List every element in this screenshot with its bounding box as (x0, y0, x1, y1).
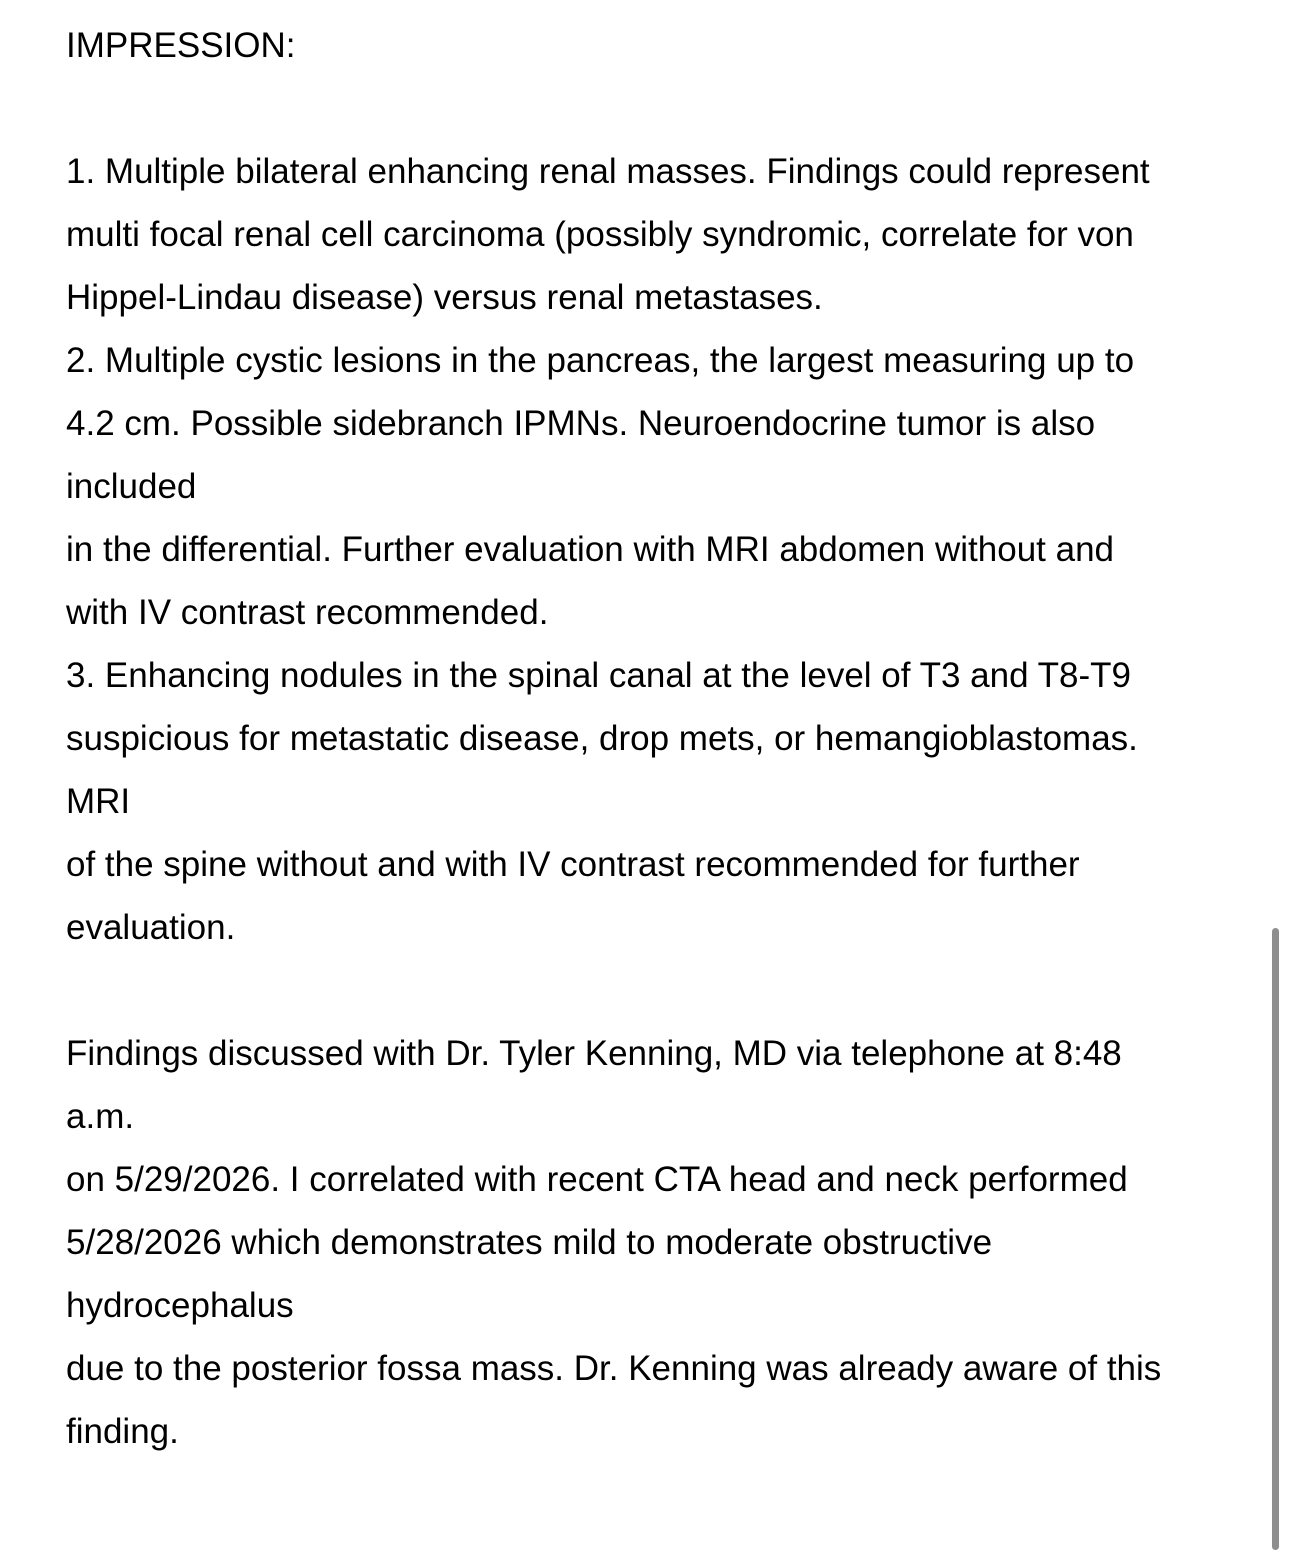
report-line: 4.2 cm. Possible sidebranch IPMNs. Neuroendocrine tumor is also (66, 404, 1096, 443)
report-line: due to the posterior fossa mass. Dr. Kenning was already aware of this (66, 1349, 1162, 1388)
report-line: 5/28/2026 which demonstrates mild to moderate obstructive (66, 1223, 993, 1262)
report-line: Findings discussed with Dr. Tyler Kenning, MD via telephone at 8:48 (66, 1034, 1122, 1073)
report-line: multi focal renal cell carcinoma (possibly syndromic, correlate for von (66, 215, 1134, 254)
report-line: MRI (66, 782, 131, 821)
report-line (66, 959, 1246, 1022)
report-text (66, 14, 1246, 1463)
report-line: 3. Enhancing nodules in the spinal canal at the level of T3 and T8-T9 (66, 656, 1131, 695)
report-line: with IV contrast recommended. (66, 593, 549, 632)
report-line: of the spine without and with IV contrast recommended for further (66, 845, 1080, 884)
report-line: hydrocephalus (66, 1286, 294, 1325)
report-line: a.m. (66, 1097, 135, 1136)
report-line: included (66, 467, 197, 506)
report-heading: IMPRESSION: (66, 26, 296, 65)
report-line: in the differential. Further evaluation with MRI abdomen without and (66, 530, 1115, 569)
report-line: 1. Multiple bilateral enhancing renal masses. Findings could represent (66, 152, 1150, 191)
report-line: on 5/29/2026. I correlated with recent CTA head and neck performed (66, 1160, 1128, 1199)
report-line: evaluation. (66, 908, 236, 947)
scrollbar-thumb[interactable] (1272, 928, 1279, 1550)
report-line: Hippel-Lindau disease) versus renal metastases. (66, 278, 823, 317)
report-line: 2. Multiple cystic lesions in the pancreas, the largest measuring up to (66, 341, 1135, 380)
vertical-scrollbar[interactable] (1270, 0, 1290, 1555)
blank-line (66, 77, 1246, 140)
report-line: suspicious for metastatic disease, drop mets, or hemangioblastomas. (66, 719, 1138, 758)
report-line: finding. (66, 1412, 179, 1451)
